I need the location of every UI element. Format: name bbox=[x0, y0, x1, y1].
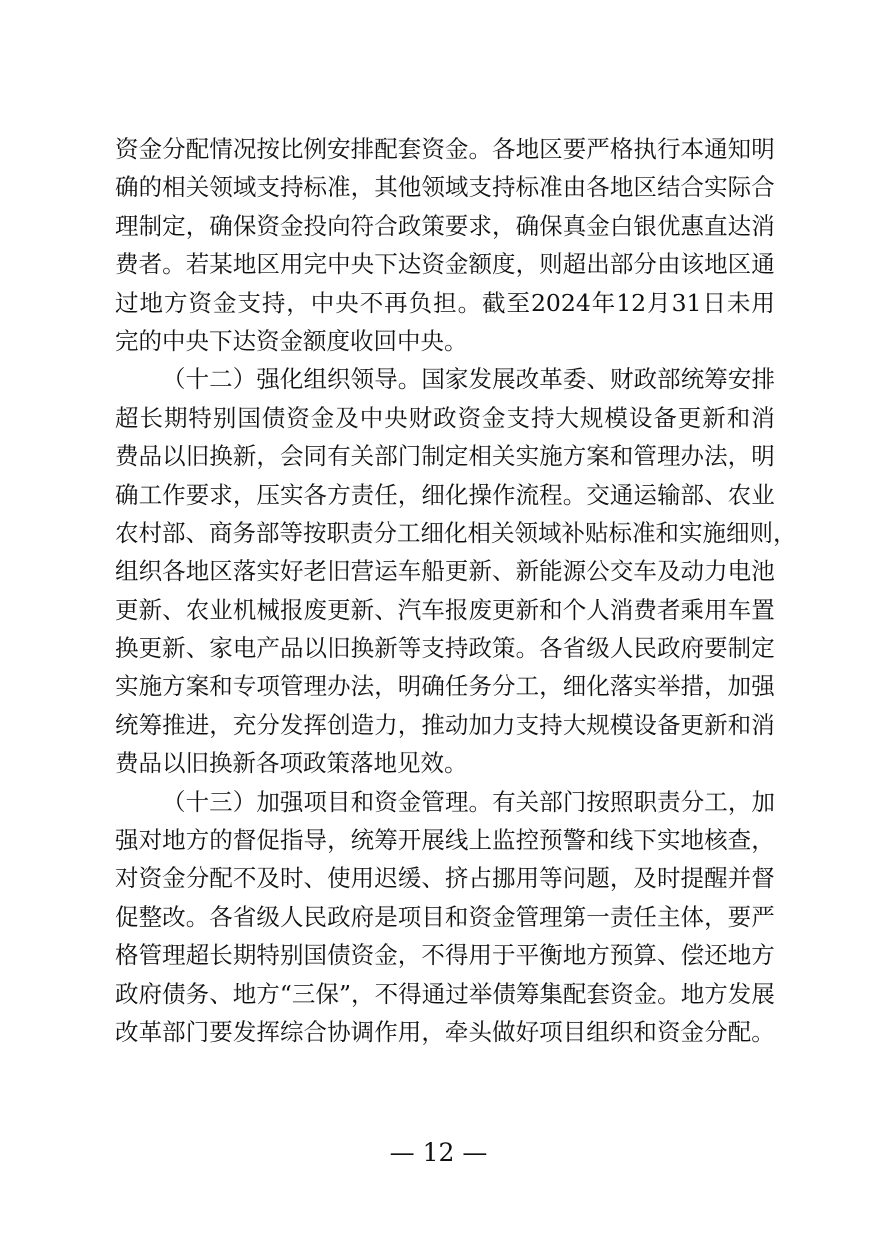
text-line: 费 品 以 旧 换 新 ， 会 同 有 关 部 门 制 定 相 关 实 施 方 案 和 管 理 办 法 ， 明 bbox=[115, 442, 775, 471]
page-number: — 12 — bbox=[389, 1138, 488, 1167]
text-line: 改 革 部 门 要 发 挥 综 合 协 调 作 用 ， 牵 头 做 好 项 目 组 织 和 资 金 分 配 。 bbox=[115, 1017, 775, 1046]
text-line: 费 者 。 若 某 地 区 用 完 中 央 下 达 资 金 额 度 ， 则 超 出 部 分 由 该 地 区 通 bbox=[115, 250, 775, 279]
text-line: 强 对 地 方 的 督 促 指 导 ， 统 筹 开 展 线 上 监 控 预 警 和 线 下 实 地 核 查 ， bbox=[115, 826, 775, 855]
text-line: 理 制 定 ， 确 保 资 金 投 向 符 合 政 策 要 求 ， 确 保 真 金 白 银 优 惠 直 达 消 bbox=[115, 211, 775, 240]
text-line: 促 整 改 。 各 省 级 人 民 政 府 是 项 目 和 资 金 管 理 第 一 责 任 主 体 ， 要 严 bbox=[115, 902, 775, 931]
text-line: （ 十 三 ） 加 强 项 目 和 资 金 管 理 。 有 关 部 门 按 照 职 责 分 工 ， 加 bbox=[162, 787, 775, 816]
text-line: 更 新 、 农 业 机 械 报 废 更 新 、 汽 车 报 废 更 新 和 个 人 消 费 者 乘 用 车 置 bbox=[115, 595, 775, 624]
text-line: 换 更 新 、 家 电 产 品 以 旧 换 新 等 支 持 政 策 。 各 省 级 人 民 政 府 要 制 定 bbox=[115, 634, 775, 663]
text-line: 实 施 方 案 和 专 项 管 理 办 法 ， 明 确 任 务 分 工 ， 细 化 落 实 举 措 ， 加 强 bbox=[115, 672, 775, 701]
text-line: 农 村 部 、 商 务 部 等 按 职 责 分 工 细 化 相 关 领 域 补 贴 标 准 和 实 施 细 则 ， bbox=[115, 518, 797, 547]
text-line: 政 府 债 务 、 地 方 “ 三 保 ” ， 不 得 通 过 举 债 筹 集 配 套 资 金 。 地 方 发 展 bbox=[115, 979, 775, 1008]
text-line: 过 地 方 资 金 支 持 ， 中 央 不 再 负 担 。 截 至 2024 年 12 月 31 日 未 用 bbox=[115, 288, 775, 317]
document-body bbox=[115, 130, 797, 1051]
text-line: 确 工 作 要 求 ， 压 实 各 方 责 任 ， 细 化 操 作 流 程 。 交 通 运 输 部 、 农 业 bbox=[115, 480, 775, 509]
text-line: 组 织 各 地 区 落 实 好 老 旧 营 运 车 船 更 新 、 新 能 源 公 交 车 及 动 力 电 池 bbox=[115, 557, 775, 586]
text-line: 格 管 理 超 长 期 特 别 国 债 资 金 ， 不 得 用 于 平 衡 地 方 预 算 、 偿 还 地 方 bbox=[115, 941, 775, 970]
text-line: 对 资 金 分 配 不 及 时 、 使 用 迟 缓 、 挤 占 挪 用 等 问 题 ， 及 时 提 醒 并 督 bbox=[115, 864, 775, 893]
text-line: 完的中央下达资金额度收回中央。 bbox=[115, 326, 468, 355]
text-line: 资 金 分 配 情 况 按 比 例 安 排 配 套 资 金 。 各 地 区 要 严 格 执 行 本 通 知 明 bbox=[115, 135, 775, 163]
text-line: 统 筹 推 进 ， 充 分 发 挥 创 造 力 ， 推 动 加 力 支 持 大 规 模 设 备 更 新 和 消 bbox=[115, 710, 775, 739]
text-line: 确 的 相 关 领 域 支 持 标 准 ， 其 他 领 域 支 持 标 准 由 各 地 区 结 合 实 际 合 bbox=[115, 173, 775, 202]
text-line: （ 十 二 ） 强 化 组 织 领 导 。 国 家 发 展 改 革 委 、 财 政 部 统 筹 安 排 bbox=[162, 365, 775, 394]
text-line: 费品以旧换新各项政策落地见效。 bbox=[115, 749, 468, 778]
text-line: 超 长 期 特 别 国 债 资 金 及 中 央 财 政 资 金 支 持 大 规 模 设 备 更 新 和 消 bbox=[115, 403, 775, 432]
